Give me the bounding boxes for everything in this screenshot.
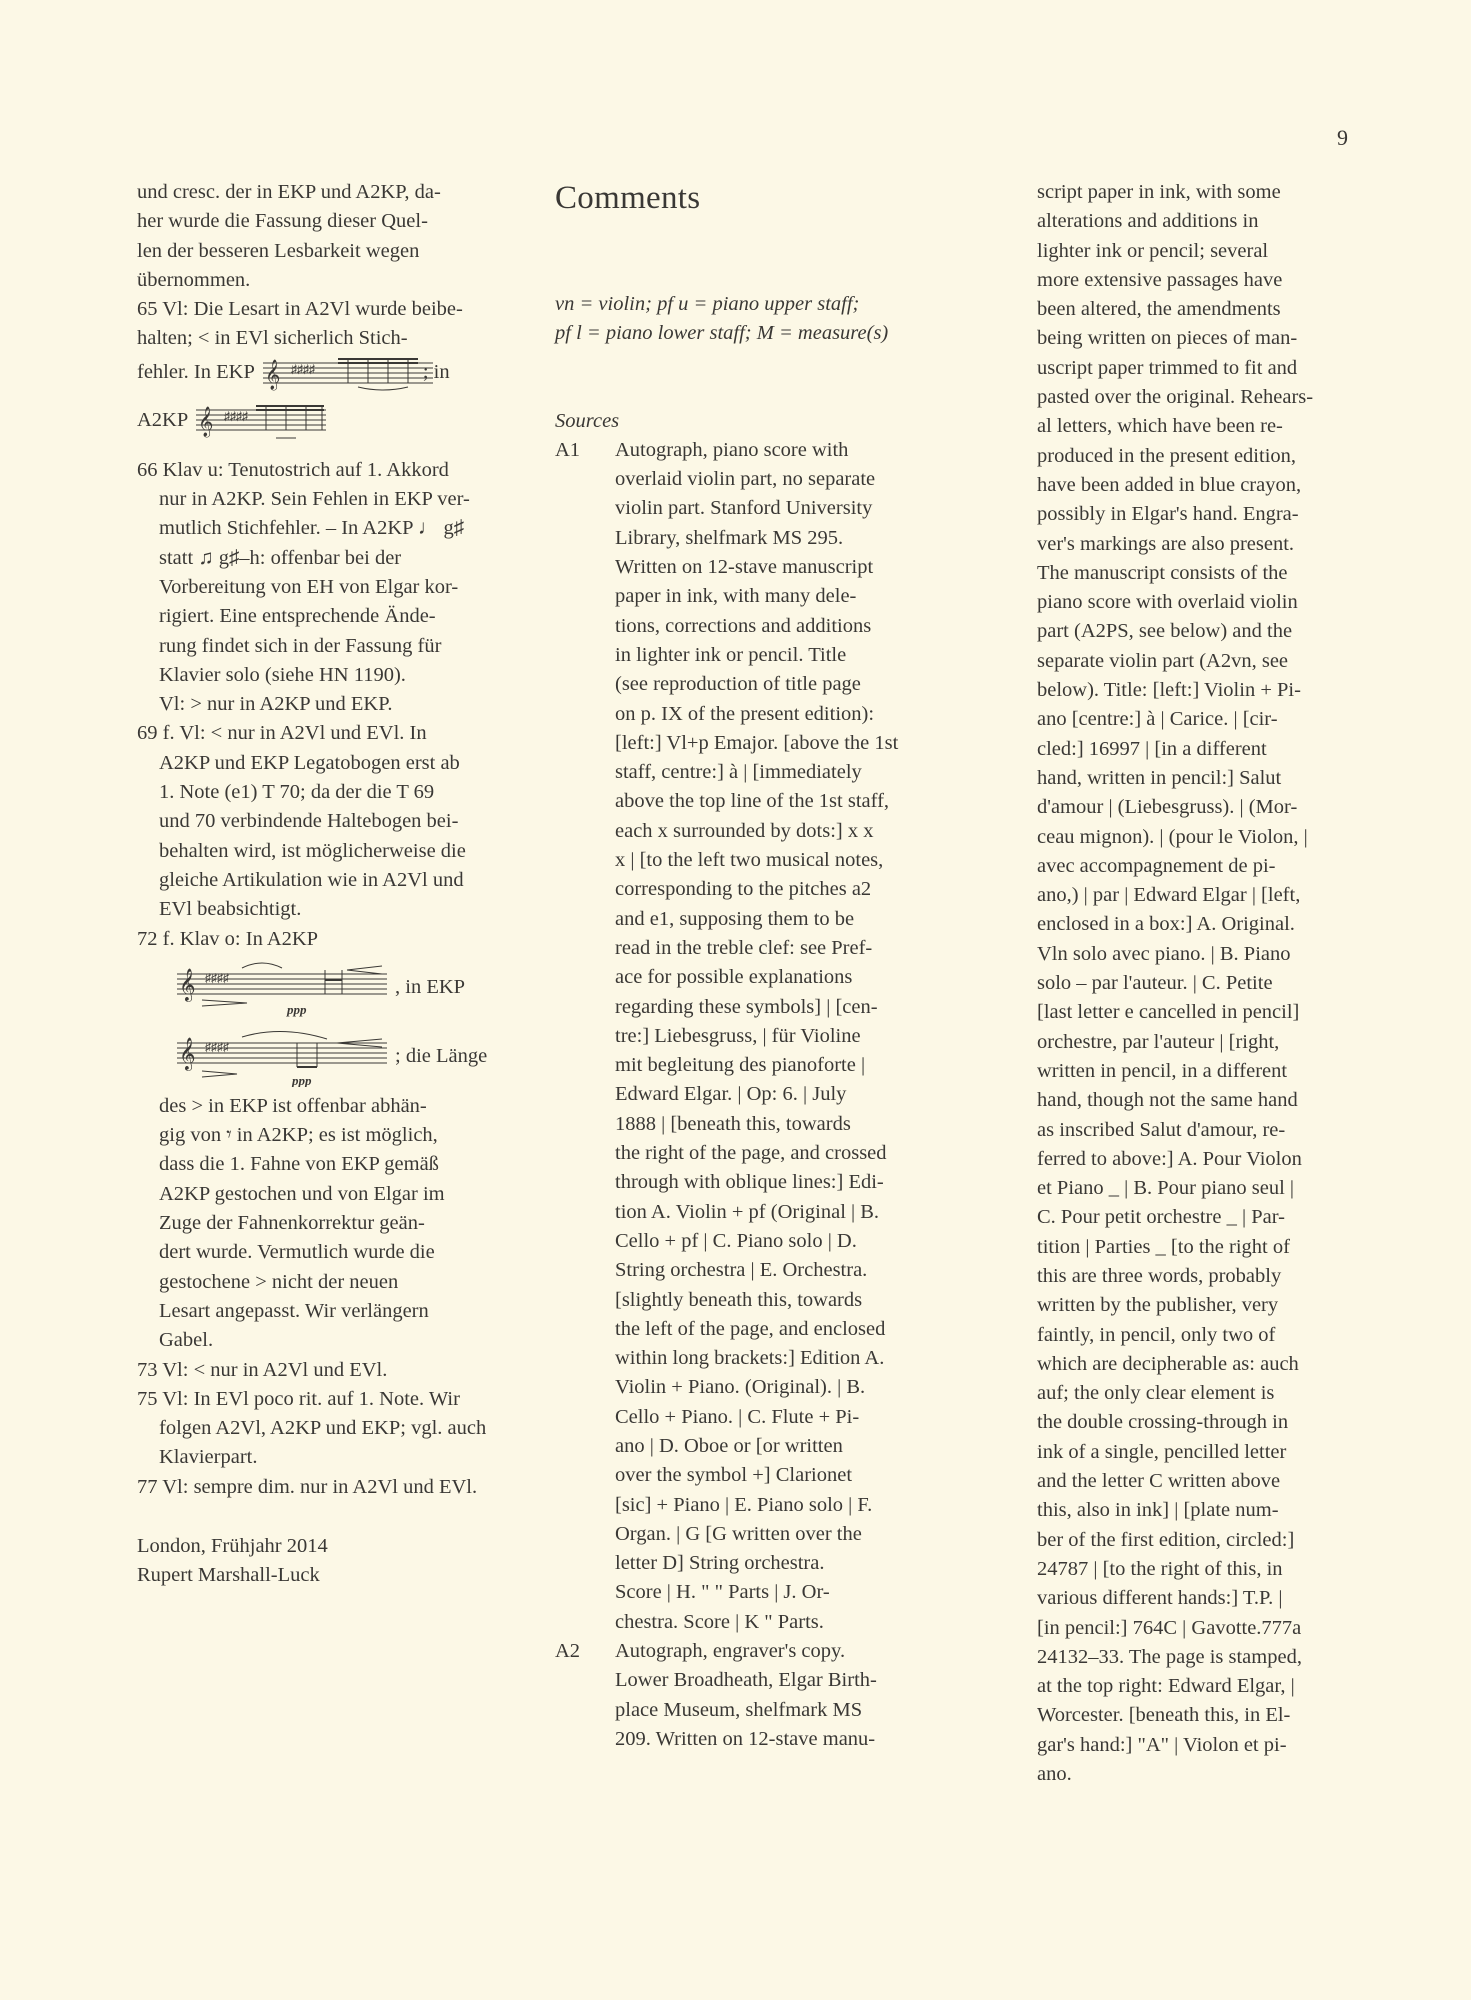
text-line: each x surrounded by dots:] x x: [615, 819, 874, 842]
text-line: part (A2PS, see below) and the: [1037, 620, 1293, 643]
text-line: within long brackets:] Edition A.: [615, 1347, 885, 1370]
text-line: fehler. In EKP: [137, 361, 255, 384]
text-line: and the letter C written above: [1037, 1470, 1281, 1493]
text-line: 209. Written on 12-stave manu-: [615, 1727, 876, 1750]
text-line: this, also in ink] | [plate num-: [1037, 1499, 1279, 1522]
text-line: script paper in ink, with some: [1037, 181, 1281, 203]
svg-text:𝄞: 𝄞: [198, 406, 214, 437]
column-comments: [555, 178, 925, 1754]
text-line: mit begleitung des pianoforte |: [615, 1054, 866, 1077]
text-line: through with oblique lines:] Edi-: [615, 1171, 884, 1194]
svg-text:♯♯♯♯: ♯♯♯♯: [205, 1039, 229, 1054]
text-line: tition | Parties _ [to the right of: [1037, 1235, 1290, 1258]
text-line: as inscribed Salut d'amour, re-: [1037, 1118, 1286, 1141]
source-text: [615, 436, 925, 1637]
text-line: rigiert. Eine entsprechende Ände-: [159, 605, 436, 628]
text-line: String orchestra | E. Orchestra.: [615, 1259, 868, 1282]
text-line: written by the publisher, very: [1037, 1294, 1279, 1317]
text-line: ink of a single, pencilled letter: [1037, 1440, 1287, 1463]
source-entry-a2: [555, 1637, 925, 1754]
source-label: A2: [555, 1640, 581, 1663]
text-line: dert wurde. Vermutlich wurde die: [159, 1241, 435, 1264]
text-line: regarding these symbols] | [cen-: [615, 995, 878, 1018]
text-line: lighter ink or pencil; several: [1037, 239, 1269, 262]
text-line: rung findet sich in der Fassung für: [159, 634, 442, 657]
text-line: Score | H. " " Parts | J. Or-: [615, 1581, 830, 1604]
music-example-a2kp-m72: [177, 958, 387, 1018]
text-line: The manuscript consists of the: [1037, 561, 1288, 584]
text-line: behalten wird, ist möglicherweise die: [159, 839, 466, 862]
text-line: Organ. | G [G written over the: [615, 1522, 862, 1545]
text-line: mutlich Stichfehler. – In A2KP ♩ g♯: [159, 517, 465, 540]
text-line: separate violin part (A2vn, see: [1037, 649, 1289, 672]
text-line: letter D] String orchestra.: [615, 1552, 825, 1575]
text-line: [sic] + Piano | E. Piano solo | F.: [615, 1493, 873, 1516]
text-line: avec accompagnement de pi-: [1037, 854, 1276, 877]
text-line: Cello + pf | C. Piano solo | D.: [615, 1229, 857, 1252]
text-line: [slightly beneath this, towards: [615, 1288, 863, 1311]
text-line: on p. IX of the present edition):: [615, 702, 875, 725]
text-line: Cello + Piano. | C. Flute + Pi-: [615, 1405, 860, 1428]
svg-text:♯♯♯♯: ♯♯♯♯: [205, 970, 229, 985]
text-line: ace for possible explanations: [615, 966, 853, 989]
text-line: folgen A2Vl, A2KP und EKP; vgl. auch: [159, 1417, 487, 1440]
text-line: Violin + Piano. (Original). | B.: [615, 1376, 866, 1399]
text-line: ano,) | par | Edward Elgar | [left,: [1037, 884, 1301, 907]
text-line: ber of the first edition, circled:]: [1037, 1528, 1295, 1551]
note-77: 77 Vl: sempre dim. nur in A2Vl und EVl.: [137, 1475, 478, 1498]
text-line: and e1, supposing them to be: [615, 907, 855, 930]
text-line: Library, shelfmark MS 295.: [615, 526, 844, 549]
column-comments-continued: [1037, 178, 1337, 1789]
text-line: violin part. Stanford University: [615, 497, 873, 520]
text-line: ver's markings are also present.: [1037, 532, 1295, 555]
text-line: pasted over the original. Rehears-: [1037, 386, 1314, 409]
text-line: [last letter e cancelled in pencil]: [1037, 1001, 1300, 1024]
note-73: 73 Vl: < nur in A2Vl und EVl.: [137, 1358, 388, 1381]
text-line: und 70 verbindende Haltebogen bei-: [159, 810, 459, 833]
text-line: ano | D. Oboe or [or written: [615, 1434, 843, 1457]
text-line: auf; the only clear element is: [1037, 1382, 1275, 1405]
text-line: Vorbereitung von EH von Elgar kor-: [159, 575, 459, 598]
text-line: corresponding to the pitches a2: [615, 878, 872, 901]
text-line: A2KP und EKP Legatobogen erst ab: [159, 751, 460, 774]
text-line: gar's hand:] "A" | Violon et pi-: [1037, 1733, 1287, 1756]
note-75: 75 Vl: In EVl poco rit. auf 1. Note. Wir: [137, 1387, 460, 1410]
text-line: paper in ink, with many dele-: [615, 585, 857, 608]
text-line: ferred to above:] A. Pour Violon: [1037, 1147, 1302, 1170]
music-example-row: [137, 354, 517, 392]
text-line: at the top right: Edward Elgar, |: [1037, 1675, 1295, 1698]
text-line: this are three words, probably: [1037, 1264, 1282, 1287]
text-line: 24132–33. The page is stamped,: [1037, 1645, 1302, 1668]
text-line: more extensive passages have: [1037, 268, 1283, 291]
text-line: len der besseren Lesbarkeit wegen: [137, 239, 420, 262]
source-text: [615, 1637, 925, 1754]
text-line: [left:] Vl+p Emajor. [above the 1st: [615, 731, 899, 754]
text-line: 1. Note (e1) T 70; da der die T 69: [159, 781, 435, 804]
text-line: Lower Broadheath, Elgar Birth-: [615, 1669, 877, 1692]
text-line: gig von 𝄾 in A2KP; es ist möglich,: [159, 1124, 438, 1147]
text-line: Edward Elgar. | Op: 6. | July: [615, 1083, 847, 1106]
text-line: orchestre, par l'auteur | [right,: [1037, 1030, 1280, 1053]
text-line: tre:] Liebesgruss, | für Violine: [615, 1024, 861, 1047]
text-line: various different hands:] T.P. |: [1037, 1587, 1283, 1610]
text-line: tion A. Violin + pf (Original | B.: [615, 1200, 880, 1223]
text-line: nur in A2KP. Sein Fehlen in EKP ver-: [159, 488, 470, 511]
signature-author: Rupert Marshall-Luck: [137, 1564, 320, 1587]
svg-text:♯♯♯♯: ♯♯♯♯: [224, 408, 249, 423]
text-line: overlaid violin part, no separate: [615, 468, 876, 491]
text-line: hand, written in pencil:] Salut: [1037, 766, 1282, 789]
text-line: piano score with overlaid violin: [1037, 591, 1298, 614]
text-line: Autograph, piano score with: [615, 438, 849, 461]
text-line: been altered, the amendments: [1037, 298, 1281, 321]
text-line: al letters, which have been re-: [1037, 415, 1283, 438]
text-line: und cresc. der in EKP und A2KP, da-: [137, 181, 441, 203]
text-line: x | [to the left two musical notes,: [615, 849, 884, 872]
section-heading: Comments: [555, 180, 701, 216]
source-label: A2KP: [137, 409, 189, 432]
text-line: ano [centre:] à | Carice. | [cir-: [1037, 708, 1278, 731]
text-line: Worcester. [beneath this, in El-: [1037, 1704, 1291, 1727]
text-line: above the top line of the 1st staff,: [615, 790, 890, 813]
text-line: the left of the page, and enclosed: [615, 1317, 886, 1340]
text-line: Zuge der Fahnenkorrektur geän-: [159, 1212, 425, 1235]
dynamic-mark: ppp: [287, 1001, 307, 1017]
text-line: (see reproduction of title page: [615, 673, 861, 696]
text-line: in lighter ink or pencil. Title: [615, 643, 847, 666]
text-line: below). Title: [left:] Violin + Pi-: [1037, 679, 1301, 702]
text-line: 24787 | [to the right of this, in: [1037, 1557, 1283, 1580]
text-line: the double crossing-through in: [1037, 1411, 1289, 1434]
music-example-row: [137, 954, 517, 1022]
text-line: hand, though not the same hand: [1037, 1089, 1298, 1112]
sources-heading: Sources: [555, 409, 620, 432]
note-69: 69 f. Vl: < nur in A2Vl und EVl. In: [137, 722, 427, 745]
signature-place-date: London, Frühjahr 2014: [137, 1534, 328, 1557]
text-line: her wurde die Fassung dieser Quel-: [137, 210, 428, 233]
text-line: uscript paper trimmed to fit and: [1037, 356, 1298, 379]
music-example-row: [137, 1022, 517, 1092]
text-line: gestochene > nicht der neuen: [159, 1270, 399, 1293]
text-line: cled:] 16997 | [in a different: [1037, 737, 1267, 760]
text-line: dass die 1. Fahne von EKP gemäß: [159, 1153, 439, 1176]
music-example-ekp-m72: [177, 1027, 387, 1087]
text-line: A2KP gestochen und von Elgar im: [159, 1182, 445, 1205]
text-line: Vl: > nur in A2KP und EKP.: [159, 693, 393, 716]
text-line: , in EKP: [395, 976, 466, 999]
text-line: read in the treble clef: see Pref-: [615, 936, 873, 959]
text-line: Vln solo avec piano. | B. Piano: [1037, 942, 1291, 965]
abbreviations-line: vn = violin; pf u = piano upper staff;: [555, 293, 860, 315]
text-line: 1888 | [beneath this, towards: [615, 1112, 851, 1135]
text-line: et Piano _ | B. Pour piano seul |: [1037, 1177, 1295, 1200]
text-line: alterations and additions in: [1037, 210, 1259, 233]
source-entry-a1: [555, 436, 925, 1637]
abbreviations-line: pf l = piano lower staff; M = measure(s): [555, 322, 889, 345]
text-line: ; die Länge: [395, 1045, 488, 1068]
text-line: staff, centre:] à | [immediately: [615, 761, 862, 784]
text-line: [in pencil:] 764C | Gavotte.777a: [1037, 1616, 1302, 1639]
text-line: Gabel.: [159, 1329, 214, 1352]
text-line: written in pencil, in a different: [1037, 1059, 1288, 1082]
text-line: possibly in Elgar's hand. Engra-: [1037, 503, 1299, 526]
text-line: Klavierpart.: [159, 1446, 258, 1469]
text-line: gleiche Artikulation wie in A2Vl und: [159, 868, 464, 891]
column-german-notes: [137, 178, 517, 1591]
text-line: over the symbol +] Clarionet: [615, 1464, 853, 1487]
source-text: [1037, 178, 1337, 1789]
text-line: Written on 12-stave manuscript: [615, 556, 874, 579]
text-line: statt ♫ g♯–h: offenbar bei der: [159, 546, 402, 569]
text-line: solo – par l'auteur. | C. Petite: [1037, 972, 1273, 995]
text-line: which are decipherable as: auch: [1037, 1352, 1299, 1375]
music-example-row: [137, 392, 517, 450]
svg-text:𝄞: 𝄞: [179, 967, 196, 1001]
page-number: 9: [1337, 125, 1348, 150]
text-line: halten; < in EVl sicherlich Stich-: [137, 327, 408, 350]
text-line: chestra. Score | K " Parts.: [615, 1610, 824, 1633]
source-label: A1: [555, 438, 581, 461]
text-line: produced in the present edition,: [1037, 444, 1297, 467]
text-line: being written on pieces of man-: [1037, 327, 1298, 350]
music-example-a2kp-m65: [196, 400, 326, 442]
svg-text:𝄞: 𝄞: [264, 359, 281, 390]
text-line: ceau mignon). | (pour le Violon, |: [1037, 825, 1308, 848]
text-line: Lesart angepasst. Wir verlängern: [159, 1299, 429, 1322]
note-65: 65 Vl: Die Lesart in A2Vl wurde beibe-: [137, 298, 463, 321]
music-example-ekp-m65: [263, 355, 433, 391]
text-line: enclosed in a box:] A. Original.: [1037, 913, 1295, 936]
text-line: place Museum, shelfmark MS: [615, 1698, 863, 1721]
text-line: the right of the page, and crossed: [615, 1142, 887, 1165]
svg-text:𝄞: 𝄞: [179, 1036, 196, 1070]
note-72: 72 f. Klav o: In A2KP: [137, 927, 319, 950]
text-line: ano.: [1037, 1763, 1072, 1786]
text-line: faintly, in pencil, only two of: [1037, 1323, 1276, 1346]
text-line: C. Pour petit orchestre _ | Par-: [1037, 1206, 1285, 1229]
dynamic-mark: ppp: [292, 1072, 312, 1087]
text-line: Klavier solo (siehe HN 1190).: [159, 663, 406, 686]
svg-text:♯♯♯♯: ♯♯♯♯: [290, 361, 315, 376]
text-line: Autograph, engraver's copy.: [615, 1640, 846, 1663]
text-line: EVl beabsichtigt.: [159, 898, 302, 921]
text-line: ; in: [422, 361, 450, 384]
text-line: d'amour | (Liebesgruss). | (Mor-: [1037, 796, 1298, 819]
note-66: 66 Klav u: Tenutostrich auf 1. Akkord: [137, 458, 449, 481]
text-line: tions, corrections and additions: [615, 614, 872, 637]
text-line: have been added in blue crayon,: [1037, 473, 1302, 496]
text-line: übernommen.: [137, 268, 251, 291]
text-line: des > in EKP ist offenbar abhän-: [159, 1094, 427, 1117]
